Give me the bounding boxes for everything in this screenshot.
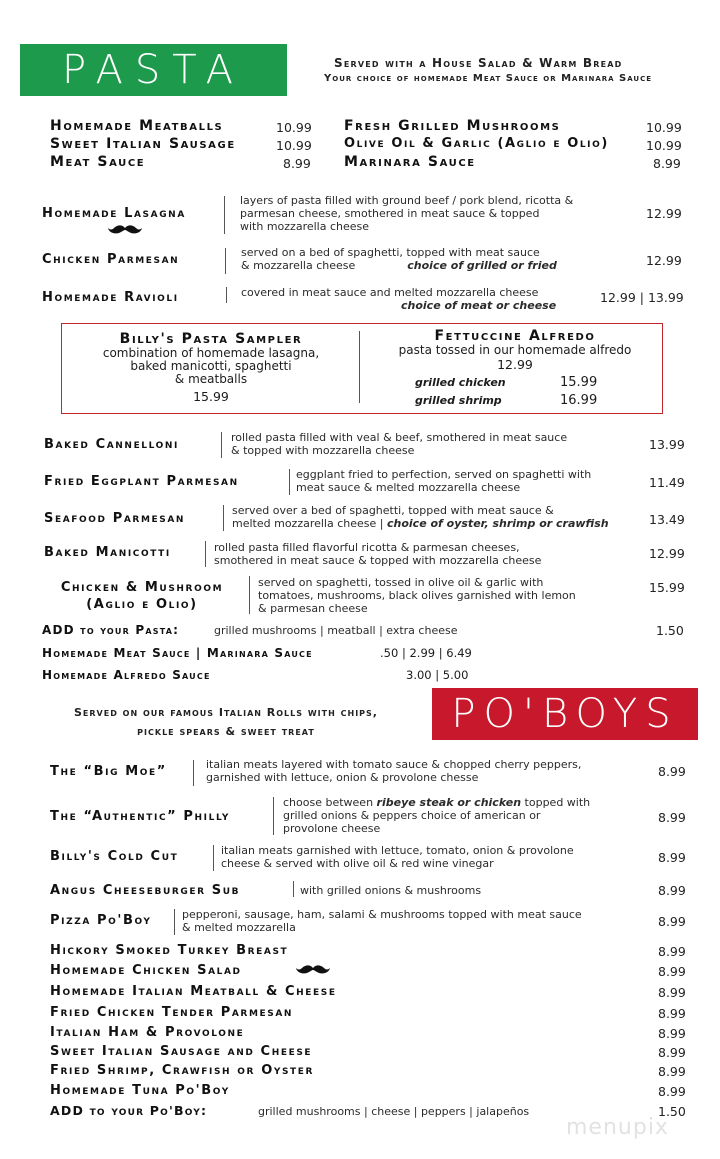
desc-line: covered in meat sauce and melted mozzarella cheese [241, 286, 539, 299]
desc-line: & topped with mozzarella cheese [231, 444, 415, 457]
menu-item-price: 8.99 [658, 1064, 686, 1079]
divider [213, 845, 214, 871]
sauce-label: Homemade Alfredo Sauce [42, 668, 211, 682]
pasta-banner [20, 44, 287, 96]
choice-text: choice of grilled or fried [407, 259, 557, 272]
divider [223, 505, 224, 531]
pasta-banner-text: PASTA [61, 47, 245, 93]
desc-line: & parmesan cheese [258, 602, 368, 615]
desc-line: combination of homemade lasagna, [102, 346, 320, 360]
desc-line: provolone cheese [283, 822, 381, 835]
choice-text: ribeye steak or chicken [376, 796, 522, 809]
menu-item-name: Fried Shrimp, Crawfish or Oyster [50, 1063, 315, 1078]
intro-line: pickle spears & sweet treat [137, 725, 315, 738]
menu-item-price: 8.99 [658, 764, 686, 779]
menu-item-price: 12.99 [497, 357, 533, 372]
desc-line: pasta tossed in our homemade alfredo [398, 343, 632, 357]
intro-line: Served on our famous Italian Rolls with chips, [74, 706, 378, 719]
menu-item-price: 8.99 [658, 1045, 686, 1060]
divider [225, 248, 226, 274]
menu-item-name: Homemade Meatballs [50, 118, 224, 134]
name-line: (Aglio e Olio) [86, 597, 198, 612]
menu-item-price: 1.50 [656, 623, 684, 638]
menu-item-name: Billy's Cold Cut [50, 849, 179, 864]
poboys-banner-text: PO'BOYS [451, 691, 679, 737]
divider [293, 881, 294, 897]
add-on-items: grilled mushrooms | cheese | peppers | jalapeños [258, 1105, 530, 1118]
item-description [296, 468, 591, 494]
menu-item-price: 10.99 [646, 138, 682, 153]
menu-item-price: 8.99 [658, 883, 686, 898]
sampler-block [66, 331, 356, 404]
menu-item-name: Homemade Italian Meatball & Cheese [50, 984, 337, 999]
choice-text: choice of meat or cheese [401, 299, 557, 312]
desc-line: served over a bed of spaghetti, topped with meat sauce & [232, 504, 554, 517]
item-description [283, 796, 590, 835]
menu-item-name: Meat Sauce [50, 154, 146, 170]
option-label: grilled shrimp [415, 394, 502, 407]
menu-item-price: 13.49 [649, 512, 685, 527]
desc-line: rolled pasta filled with veal & beef, smothered in meat sauce [231, 431, 568, 444]
desc-line: served on spaghetti, tossed in olive oil & garlic with [258, 576, 544, 589]
add-on-label: ADD to your Po'Boy: [50, 1103, 208, 1118]
desc-line: tomatoes, mushrooms, black olives garnished with lemon [258, 589, 576, 602]
divider [174, 909, 175, 935]
menu-item-name: Marinara Sauce [344, 154, 476, 170]
menu-item-price: 1.50 [658, 1104, 686, 1119]
desc-line: layers of pasta filled with ground beef / pork blend, ricotta & [240, 194, 574, 207]
desc-line: served on a bed of spaghetti, topped with meat sauce [241, 246, 540, 259]
divider [249, 576, 250, 614]
menu-item-name: Baked Cannelloni [44, 437, 179, 452]
desc-line [241, 259, 557, 272]
desc-text: topped with [524, 796, 591, 809]
menu-item-price: 10.99 [646, 120, 682, 135]
item-description: with grilled onions & mushrooms [300, 884, 482, 897]
menu-item-price: 8.99 [658, 1006, 686, 1021]
pasta-intro-line1: Served with a House Salad & Warm Bread [334, 56, 623, 70]
menu-item-price: 8.99 [658, 810, 686, 825]
menu-item-name: Sweet Italian Sausage [50, 136, 236, 152]
add-on-items: grilled mushrooms | meatball | extra cheese [214, 624, 458, 637]
poboys-intro [30, 703, 422, 741]
desc-line: italian meats garnished with lettuce, tomato, onion & provolone [221, 844, 574, 857]
desc-line: garnished with lettuce, onion & provolone chesse [206, 771, 479, 784]
menu-item-name [44, 579, 240, 613]
alfredo-title: Fettuccine Alfredo [434, 328, 596, 344]
desc-line: & melted mozzarella [182, 921, 296, 934]
add-on-label: ADD to your Pasta: [42, 623, 180, 637]
menu-item-name: Pizza Po'Boy [50, 913, 152, 928]
desc-line: with mozzarella cheese [240, 220, 370, 233]
menu-item-price: 8.99 [658, 985, 686, 1000]
sauce-price: .50 | 2.99 | 6.49 [380, 646, 472, 660]
divider [359, 331, 360, 403]
option-label: grilled chicken [415, 376, 506, 389]
menu-item-name: Olive Oil & Garlic (Aglio e Olio) [344, 136, 609, 151]
menu-item-name: Homemade Ravioli [42, 290, 179, 305]
divider [226, 287, 227, 303]
item-description [214, 541, 541, 567]
menu-item-price: 8.99 [658, 914, 686, 929]
desc-line: rolled pasta filled flavorful ricotta & parmesan cheeses, [214, 541, 520, 554]
divider [289, 469, 290, 495]
item-description [258, 576, 576, 615]
menu-item-price: 10.99 [276, 138, 312, 153]
sampler-title: Billy's Pasta Sampler [119, 331, 303, 347]
menu-item-price: 8.99 [658, 1026, 686, 1041]
desc-line: meat sauce & melted mozzarella cheese [296, 481, 521, 494]
divider [273, 797, 274, 835]
menu-item-price: 8.99 [653, 156, 681, 171]
desc-text: & mozzarella cheese [241, 259, 356, 272]
item-description [206, 758, 581, 784]
sauce-price: 3.00 | 5.00 [406, 668, 469, 682]
sauce-label: Homemade Meat Sauce | Marinara Sauce [42, 646, 313, 660]
menu-item-price: 8.99 [658, 1084, 686, 1099]
poboys-banner [432, 688, 698, 740]
item-description [182, 908, 582, 934]
desc-text: melted mozzarella cheese | [232, 517, 384, 530]
menu-item-name: Baked Manicotti [44, 545, 171, 560]
menu-item-price: 8.99 [283, 156, 311, 171]
desc-line: cheese & served with olive oil & red wine vinegar [221, 857, 494, 870]
divider [193, 760, 194, 786]
choice-text: choice of oyster, shrimp or crawfish [387, 517, 609, 530]
menu-item-price: 15.99 [193, 389, 229, 404]
item-description [232, 504, 609, 530]
desc-line [232, 517, 609, 530]
divider [205, 541, 206, 567]
pasta-intro-line2: Your choice of homemade Meat Sauce or Marinara Sauce [324, 73, 653, 84]
desc-line: grilled onions & peppers choice of american or [283, 809, 541, 822]
menu-item-price: 8.99 [658, 944, 686, 959]
desc-line: italian meats layered with tomato sauce & chopped cherry peppers, [206, 758, 582, 771]
menu-item-name: Seafood Parmesan [44, 511, 186, 526]
menu-item-name: Homemade Tuna Po'Boy [50, 1083, 230, 1098]
menu-item-price: 8.99 [658, 964, 686, 979]
menu-item-price: 15.99 [649, 580, 685, 595]
watermark-logo: menupix [566, 1115, 669, 1140]
option-price: 16.99 [560, 393, 598, 408]
menu-item-name: Fresh Grilled Mushrooms [344, 118, 561, 134]
item-description [231, 431, 567, 457]
menu-item-price: 12.99 | 13.99 [600, 290, 684, 305]
menu-item-price: 13.99 [649, 437, 685, 452]
desc-line: eggplant fried to perfection, served on spaghetti with [296, 468, 592, 481]
menu-item-name: Hickory Smoked Turkey Breast [50, 943, 289, 958]
menu-item-name: Fried Chicken Tender Parmesan [50, 1005, 294, 1020]
menu-item-price: 12.99 [646, 206, 682, 221]
mustache-icon [296, 964, 330, 976]
desc-line: pepperoni, sausage, ham, salami & mushrooms topped with meat sauce [182, 908, 582, 921]
item-description [221, 844, 574, 870]
menu-item-name: The “Authentic” Philly [50, 809, 231, 824]
menu-item-name: The “Big Moe” [50, 764, 167, 779]
menu-item-price: 12.99 [646, 253, 682, 268]
menu-item-name: Chicken Parmesan [42, 252, 180, 267]
desc-line: & meatballs [174, 372, 248, 386]
menu-item-name: Homemade Chicken Salad [50, 963, 242, 978]
item-description [241, 246, 557, 272]
menu-item-name: Fried Eggplant Parmesan [44, 474, 239, 489]
desc-line: parmesan cheese, smothered in meat sauce & topped [240, 207, 540, 220]
menu-item-name: Homemade Lasagna [42, 206, 186, 221]
name-line: Chicken & Mushroom [60, 580, 224, 595]
menu-item-price: 11.49 [649, 475, 685, 490]
desc-text: choose between [283, 796, 374, 809]
menu-item-price: 8.99 [658, 850, 686, 865]
menu-item-name: Sweet Italian Sausage and Cheese [50, 1044, 313, 1059]
alfredo-block [372, 328, 658, 372]
desc-line: baked manicotti, spaghetti [130, 359, 292, 373]
menu-item-price: 12.99 [649, 546, 685, 561]
menu-item-price: 10.99 [276, 120, 312, 135]
desc-line: smothered in meat sauce & topped with mozzarella cheese [214, 554, 542, 567]
item-description [240, 194, 573, 233]
mustache-icon [108, 224, 142, 236]
option-price: 15.99 [560, 375, 598, 390]
menu-item-name: Angus Cheeseburger Sub [50, 883, 241, 898]
menu-item-name: Italian Ham & Provolone [50, 1025, 245, 1040]
desc-line [283, 796, 590, 809]
divider [221, 432, 222, 458]
divider [224, 196, 225, 234]
